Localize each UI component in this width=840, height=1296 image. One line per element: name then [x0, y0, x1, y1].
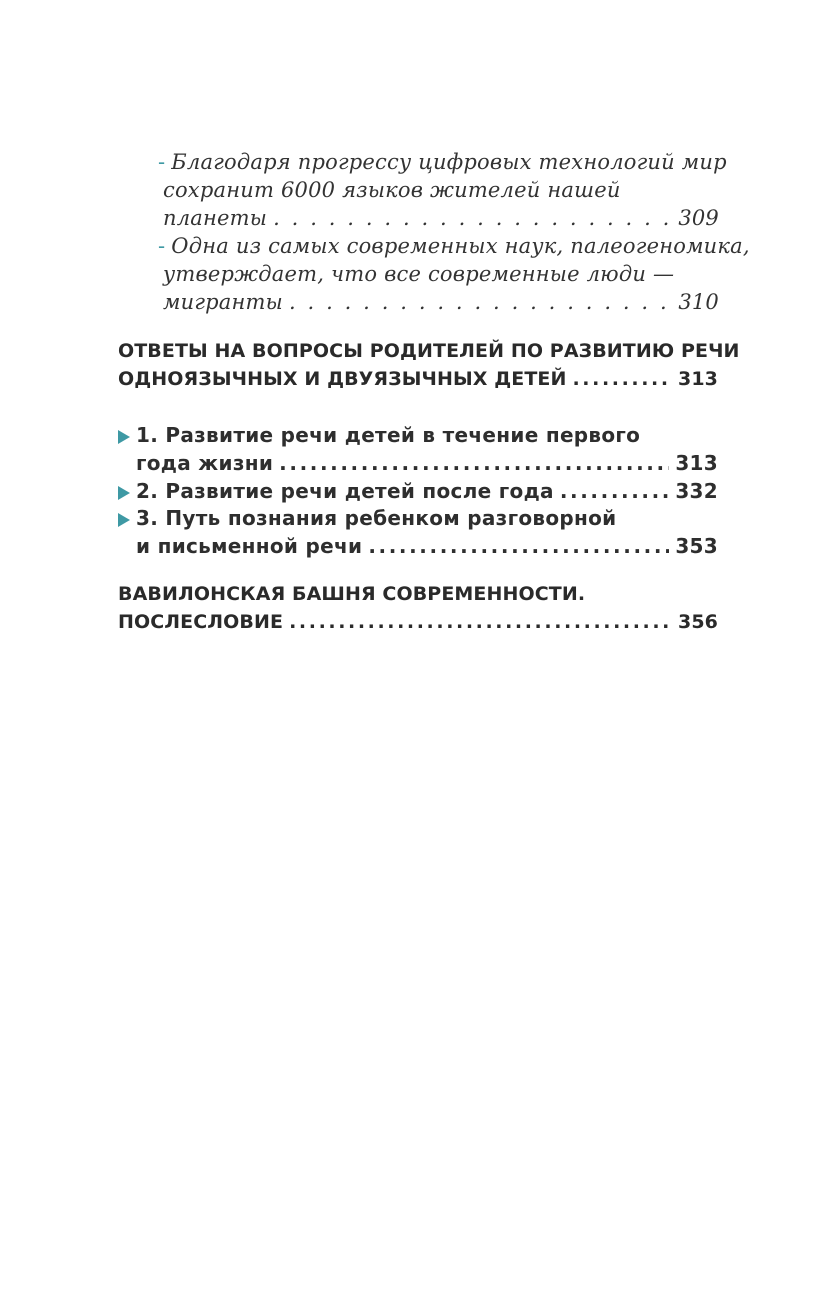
leader-dots — [289, 290, 672, 314]
toc-subentry-309-line-3[interactable] — [163, 206, 719, 230]
toc-subentry-text: утверждает, что все современные люди — — [163, 262, 675, 286]
page-number: 313 — [678, 368, 718, 390]
leader-dots — [289, 611, 672, 633]
leader-dots — [572, 368, 672, 390]
leader-dots — [368, 534, 669, 558]
triangle-right-icon — [118, 513, 130, 527]
chapter-title: ОТВЕТЫ НА ВОПРОСЫ РОДИТЕЛЕЙ ПО РАЗВИТИЮ РЕЧИ — [118, 340, 740, 362]
section-title: и письменной речи — [136, 534, 363, 558]
chapter-title: ОДНОЯЗЫЧНЫХ И ДВУЯЗЫЧНЫХ ДЕТЕЙ — [118, 368, 567, 390]
page-number: 313 — [675, 451, 718, 475]
page-number: 356 — [678, 611, 718, 633]
triangle-right-icon — [118, 430, 130, 444]
dash-icon: - — [158, 234, 166, 258]
page-number: 309 — [678, 206, 719, 230]
toc-subentry-309-line-1[interactable] — [158, 150, 727, 174]
chapter-title: ВАВИЛОНСКАЯ БАШНЯ СОВРЕМЕННОСТИ. — [118, 583, 586, 605]
toc-section-3-line-2[interactable] — [136, 534, 718, 558]
toc-section-2[interactable] — [136, 479, 718, 503]
toc-subentry-310-line-2 — [163, 262, 674, 286]
section-title: 1. Развитие речи детей в течение первого — [136, 423, 641, 447]
toc-chapter-afterword-line-2[interactable] — [118, 611, 718, 633]
toc-subentry-text: Благодаря прогрессу цифровых технологий мир — [171, 150, 727, 174]
chapter-title: ПОСЛЕСЛОВИЕ — [118, 611, 284, 633]
leader-dots — [273, 206, 672, 230]
section-title: года жизни — [136, 451, 274, 475]
toc-chapter-answers-line-2[interactable] — [118, 368, 718, 390]
toc-subentry-text: мигранты — [163, 290, 283, 314]
toc-subentry-310-line-3[interactable] — [163, 290, 719, 314]
section-title: 3. Путь познания ребенком разговорной — [136, 506, 617, 530]
toc-section-1-line-1[interactable] — [136, 423, 640, 447]
leader-dots — [279, 451, 669, 475]
toc-chapter-answers-line-1[interactable] — [118, 340, 740, 362]
page-number: 353 — [675, 534, 718, 558]
toc-subentry-309-line-2 — [163, 178, 621, 202]
section-title: 2. Развитие речи детей после года — [136, 479, 554, 503]
toc-subentry-310-line-1[interactable] — [158, 234, 750, 258]
triangle-right-icon — [118, 486, 130, 500]
toc-section-3-line-1[interactable] — [136, 506, 616, 530]
toc-subentry-text: сохранит 6000 языков жителей нашей — [163, 178, 621, 202]
toc-section-1-line-2[interactable] — [136, 451, 718, 475]
page-number: 332 — [675, 479, 718, 503]
toc-subentry-text: Одна из самых современных наук, палеогеномика, — [171, 234, 750, 258]
page-number: 310 — [678, 290, 719, 314]
toc-chapter-afterword-line-1[interactable] — [118, 583, 585, 605]
leader-dots — [560, 479, 670, 503]
toc-subentry-text: планеты — [163, 206, 268, 230]
dash-icon: - — [158, 150, 166, 174]
